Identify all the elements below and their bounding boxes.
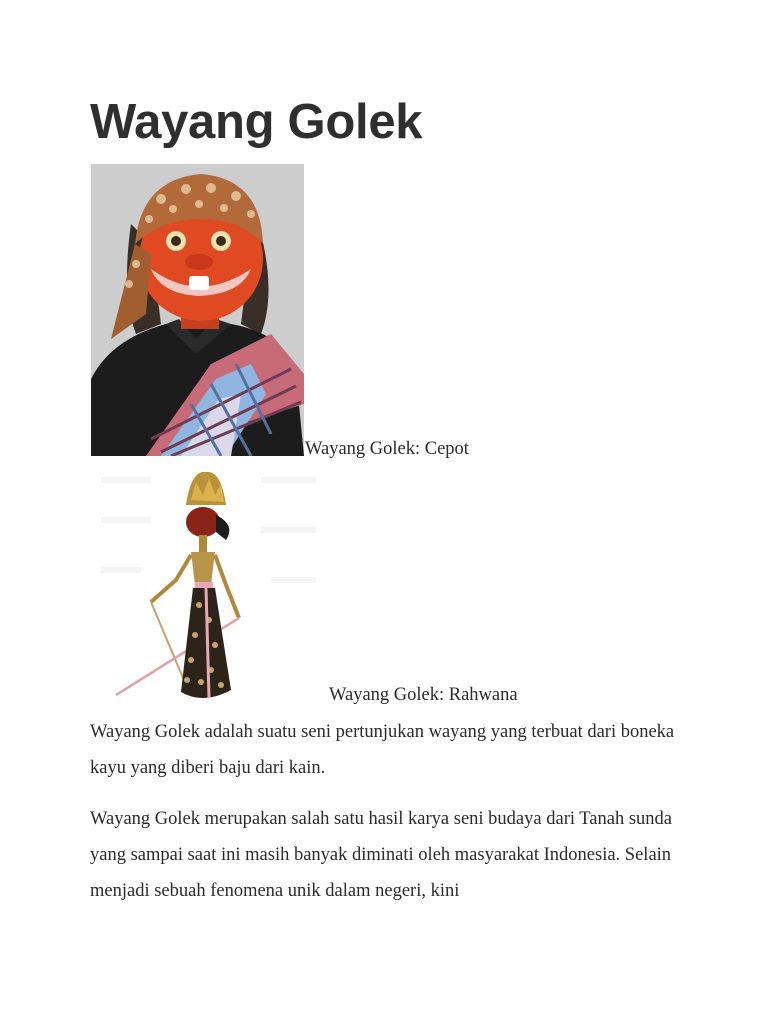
figure-caption: Wayang Golek: Rahwana — [329, 685, 518, 705]
page-title: Wayang Golek — [90, 95, 423, 149]
rahwana-puppet-image — [91, 460, 326, 702]
body-paragraph: Wayang Golek adalah suatu seni pertunjukan wayang yang terbuat dari boneka kayu yang diberi baju dari kain. — [90, 722, 675, 778]
cepot-puppet-image — [91, 164, 304, 456]
body-paragraph: Wayang Golek merupakan salah satu hasil karya seni budaya dari Tanah sunda yang sampai saat ini masih banyak diminati oleh masyarakat Indonesia. Selain menjadi sebuah fenomena unik dalam negeri, kini — [90, 809, 673, 901]
figure-caption: Wayang Golek: Cepot — [305, 439, 469, 459]
